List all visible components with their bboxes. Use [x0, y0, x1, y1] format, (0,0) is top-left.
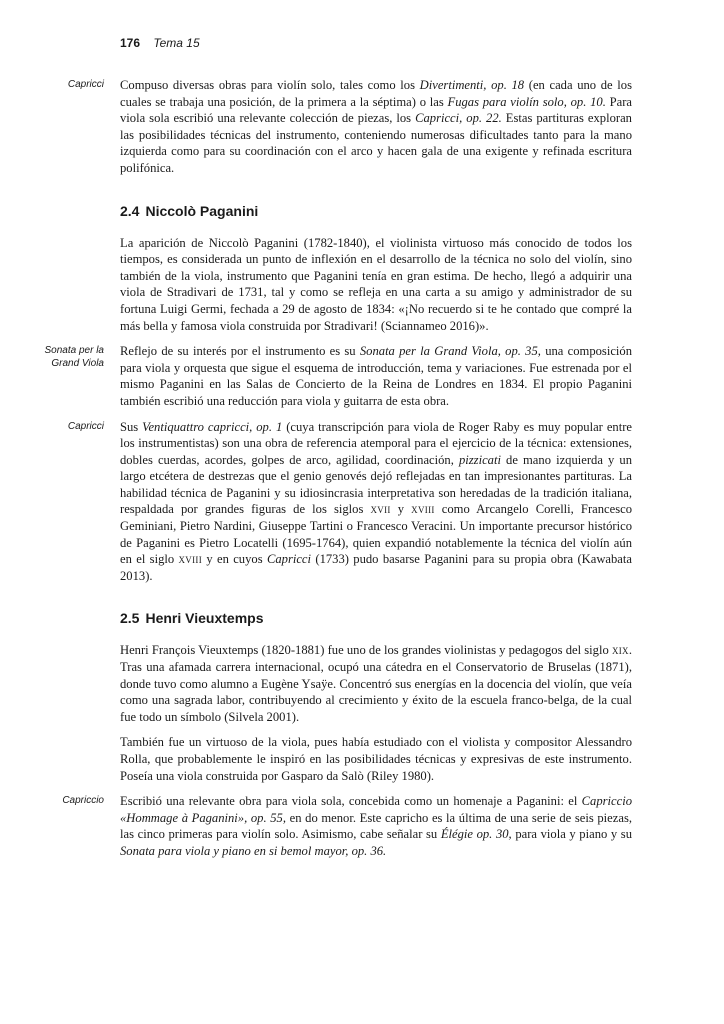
paragraph-vieuxtemps-intro: Henri François Vieuxtemps (1820-1881) fue uno de los grandes violinistas y pedagogos del siglo xix. Tras una afamada carrera internacional, ocupó una cátedra en el Conservatorio de Bruselas (1871), donde tuvo como alumno a Eugène Ysaÿe. Concentró sus energías en la docencia del violín, que veía como una sagrada labor, contribuyendo al crecimiento y éxito de la escuela franco-belga, de la cual fue todo un símbolo (Silvela 2001).	[120, 643, 632, 724]
margin-note-capriccio: Capriccio	[62, 795, 104, 807]
paragraph-vieuxtemps-viola: También fue un virtuoso de la viola, pues había estudiado con el violista y compositor Alessandro Rolla, que probablemente le inspiró en las posibilidades técnicas y expresivas de este instrumento. Poseía una viola construida por Gasparo da Salò (Riley 1980).	[120, 735, 632, 783]
paragraph-paganini-intro: La aparición de Niccolò Paganini (1782-1840), el violinista virtuoso más conocido de todos los tiempos, es considerada un punto de inflexión en el desarrollo de la técnica no solo del violín, sino también de la viola, instrumento que Paganini tenía en gran estima. De hecho, llegó a adquirir una viola de Stradivari de 1731, tal y como se refleja en una carta a su amigo y administrador de su fortuna Luigi Germi, fechada a 29 de agosto de 1834: «¡No recuerdo si te he contado que compré la más bella y famosa viola construida por Stradivari! (Sciannameo 2016)».	[120, 235, 632, 333]
paragraph-capriccio-hommage: Capriccio Escribió una relevante obra para viola sola, concebida como un homenaje a Paganini: el Capriccio «Hommage à Paganini», op. 55, en do menor. Este capricho es la última de una serie de seis piezas, las cinco primeras para violín solo. Asimismo, cabe señalar su Élégie op. 30, para viola y piano y su Sonata para viola y piano en si bemol mayor, op. 36.	[120, 793, 632, 859]
page-number: 176	[120, 36, 141, 50]
margin-note-capricci: Capricci	[67, 79, 104, 90]
paragraph-sonata-grand-viola: Sonata per la Grand Viola Reflejo de su interés por el instrumento es su Sonata per la Grand Viola, op. 35, una composición para viola y orquesta que sigue el esquema de introducción, tema y variaciones. Fue estrenada por el mismo Paganini en las Salas de Concierto de la Reina de Londres en 1834. El propio Paganini también escribió una reducción para viola y guitarra de esta obra.	[120, 343, 632, 409]
page-body	[44, 77, 633, 869]
margin-note-capricci-2: Capricci	[67, 420, 104, 432]
chapter-label: Tema 15	[153, 36, 200, 50]
section-heading-paganini: 2.4 Niccolò Paganini	[120, 202, 259, 219]
section-heading-vieuxtemps: 2.5 Henri Vieuxtemps	[120, 610, 264, 627]
page-header	[120, 36, 200, 50]
paragraph-ventiquattro-capricci: Capricci Sus Ventiquattro capricci, op. 1 (cuya transcripción para viola de Roger Raby es muy popular entre los instrumentistas) son una obra de referencia atemporal para el ejercicio de la técnica: extensiones, dobles cuerdas, acordes, golpes de arco, agilidad, coordinación, pizzicati de mano izquierda y un largo etcétera de destrezas que el genio genovés dejó reflejadas en tan impresionantes partituras. La habilidad técnica de Paganini y su idiosincrasia interpretativa son heredadas de la tradición italiana, respaldada por grandes figuras de los siglos xvii y xviii como Arcangelo Corelli, Francesco Geminiani, Pietro Nardini, Giuseppe Tartini o Francesco Veracini. Un importante precursor histórico de Paganini es Pietro Locatelli (1695-1764), quien expandió notablemente la técnica del violín aún en el siglo xviii y en cuyos Capricci (1733) pudo basarse Paganini para su propia obra (Kawabata 2013).	[120, 419, 632, 585]
margin-note-sonata: Sonata per la Grand Viola	[44, 345, 104, 370]
paragraph-capricci-op22: Capricci Compuso diversas obras para violín solo, tales como los Divertimenti, op. 18 (en cada uno de los cuales se trabaja una posición, de la primera a la séptima) o las Fugas para violín solo, op. 10. Para viola sola escribió una relevante colección de piezas, los Capricci, op. 22. Estas partituras exploran las posibilidades técnicas del instrumento, conteniendo numerosas dificultades tanto para la mano izquierda como para su coordinación con el arco y hacen gala de una exigente y refinada escritura polifónica.	[120, 77, 632, 177]
